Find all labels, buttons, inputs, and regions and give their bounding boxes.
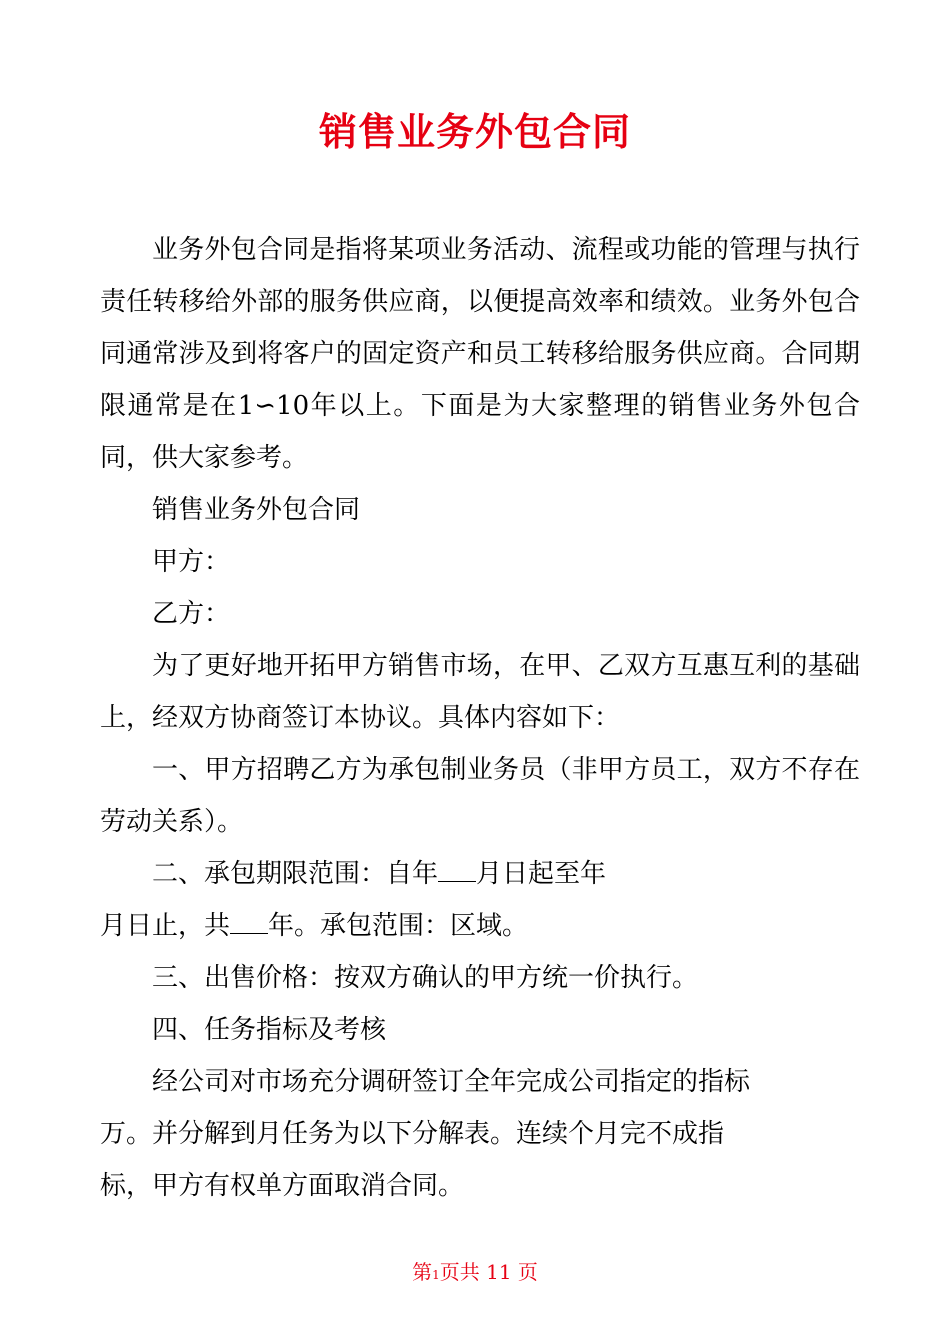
clause-4-heading: 四、任务指标及考核 [152, 1015, 387, 1045]
footer-suffix: 页共 11 页 [439, 1260, 538, 1284]
page-footer [0, 1259, 950, 1288]
blank-fill-line [438, 863, 476, 882]
clause-2-line-1 [100, 848, 860, 900]
document-title: 销售业务外包合同 [318, 109, 631, 154]
intro-paragraph: 业务外包合同是指将某项业务活动、流程或功能的管理与执行责任转移给外部的服务供应商，以便提高效率和绩效。业务外包合同通常涉及到将客户的固定资产和员工转移给服务供应商。合同期限通常是在1∽10年以上。下面是为大家整理的销售业务外包合同，供大家参考。 [100, 235, 860, 473]
blank-fill-line [230, 915, 268, 934]
clause-4-line-3: 标，甲方有权单方面取消合同。 [100, 1171, 465, 1201]
footer-prefix: 第 [412, 1260, 433, 1284]
clause-3: 三、出售价格：按双方确认的甲方统一价执行。 [152, 963, 699, 993]
contract-subtitle: 销售业务外包合同 [152, 495, 361, 525]
party-a-label: 甲方： [152, 547, 231, 577]
clause-2-text: 月日起至年 [476, 859, 607, 889]
clause-1: 一、甲方招聘乙方为承包制业务员（非甲方员工，双方不存在劳动关系）。 [100, 755, 860, 837]
clause-2-text: 月日止，共 [100, 911, 231, 941]
clause-2-text: 年。承包范围：区域。 [268, 911, 529, 941]
preamble-paragraph: 为了更好地开拓甲方销售市场，在甲、乙双方互惠互利的基础上，经双方协商签订本协议。具体内容如下： [100, 651, 860, 733]
clause-4-line-1: 经公司对市场充分调研签订全年完成公司指定的指标 [152, 1067, 751, 1097]
party-b-label: 乙方： [152, 599, 231, 629]
clause-4-line-2: 万。并分解到月任务为以下分解表。连续个月完不成指 [100, 1119, 725, 1149]
clause-2-text: 二、承包期限范围：自年 [152, 859, 439, 889]
document-body [100, 224, 860, 1212]
footer-page-number: 1 [432, 1268, 440, 1282]
clause-2-line-2 [100, 900, 860, 952]
